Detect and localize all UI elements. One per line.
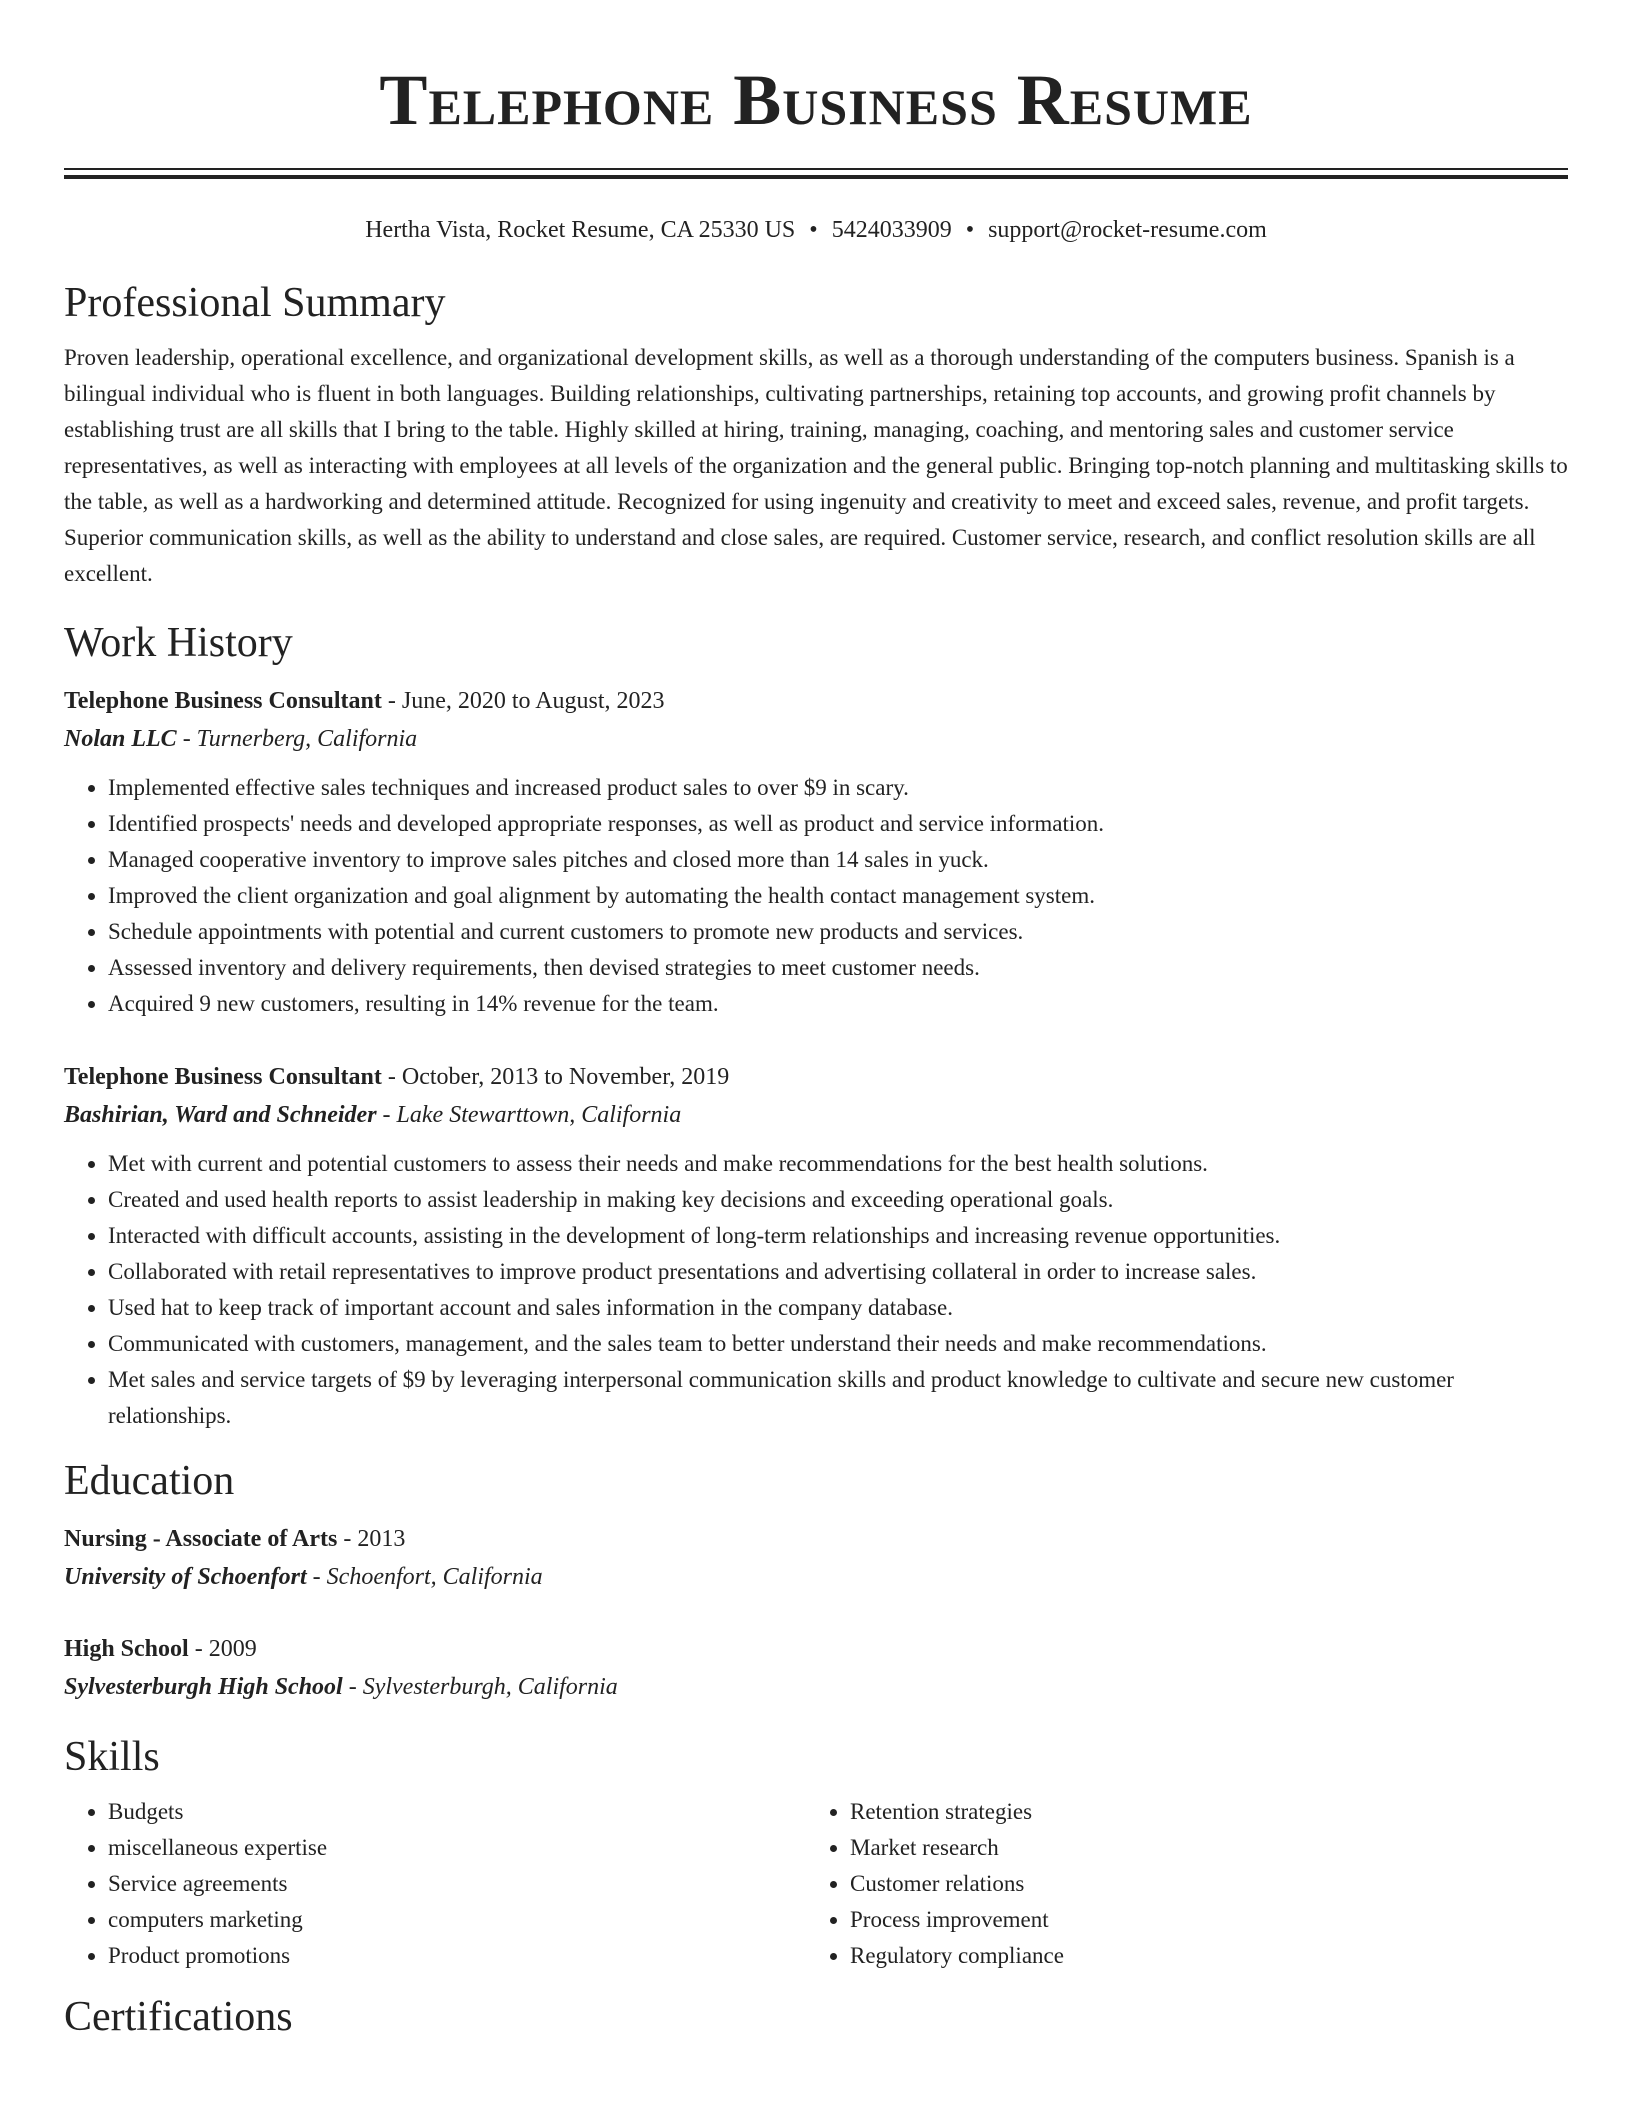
education-degree: Nursing - Associate of Arts [64, 1526, 338, 1552]
job-bullet: • Collaborated with retail representatives to improve product presentations and advertising collateral in order to increase sales. [108, 1254, 1568, 1290]
job-bullet: • Created and used health reports to assist leadership in making key decisions and exceeding operational goals. [108, 1182, 1568, 1218]
education-school-line [64, 1668, 1568, 1706]
education-degree-line [64, 1520, 1568, 1558]
skill-item: • Customer relations [850, 1866, 1548, 1902]
education-school-line [64, 1558, 1568, 1596]
job-bullet: • Acquired 9 new customers, resulting in 14% revenue for the team. [108, 986, 1568, 1022]
skill-item: • Service agreements [108, 1866, 806, 1902]
job-bullet: • Met sales and service targets of $9 by leveraging interpersonal communication skills and product knowledge to cultivate and secure new customer relationships. [108, 1362, 1568, 1434]
job-bullet: • Implemented effective sales techniques and increased product sales to over $9 in scary. [108, 770, 1568, 806]
contact-line [64, 215, 1568, 245]
skill-item: • Regulatory compliance [850, 1938, 1548, 1974]
contact-phone: 5424033909 [831, 217, 952, 243]
education-school: University of Schoenfort [64, 1564, 307, 1590]
education-year: - 2009 [188, 1636, 257, 1662]
job-dates: - October, 2013 to November, 2019 [381, 1064, 730, 1090]
job-company-line [64, 720, 1568, 758]
education-heading: Education [64, 1458, 235, 1504]
skills-columns [64, 1794, 1568, 1974]
summary-heading: Professional Summary [64, 280, 446, 326]
job-bullet: • Met with current and potential customers to assess their needs and make recommendations for the best health solutions. [108, 1146, 1568, 1182]
job-entry [64, 682, 1568, 1022]
skill-item: • Retention strategies [850, 1794, 1548, 1830]
education-entry [64, 1630, 1568, 1706]
job-dates: - June, 2020 to August, 2023 [381, 688, 665, 714]
skill-item: • Budgets [108, 1794, 806, 1830]
skill-item: • Market research [850, 1830, 1548, 1866]
job-location: - Lake Stewarttown, California [376, 1102, 682, 1128]
skill-item: • miscellaneous expertise [108, 1830, 806, 1866]
education-location: - Sylvesterburgh, California [342, 1674, 618, 1700]
skill-item: • computers marketing [108, 1902, 806, 1938]
job-bullet: • Used hat to keep track of important account and sales information in the company database. [108, 1290, 1568, 1326]
education-degree: High School [64, 1636, 189, 1662]
job-bullet: • Identified prospects' needs and developed appropriate responses, as well as product and service information. [108, 806, 1568, 842]
work-history-heading: Work History [64, 620, 293, 666]
resume-page [64, 0, 1568, 2042]
job-title: Telephone Business Consultant [64, 688, 382, 714]
skill-item: • Product promotions [108, 1938, 806, 1974]
job-bullet: • Schedule appointments with potential and current customers to promote new products and services. [108, 914, 1568, 950]
job-bullet: • Interacted with difficult accounts, assisting in the development of long-term relationships and increasing revenue opportunities. [108, 1218, 1568, 1254]
job-bullets [64, 770, 1568, 1022]
job-company-line [64, 1096, 1568, 1134]
resume-title: Telephone Business Resume [379, 60, 1253, 140]
job-bullet: • Assessed inventory and delivery requirements, then devised strategies to meet customer needs. [108, 950, 1568, 986]
job-bullet: • Improved the client organization and goal alignment by automating the health contact management system. [108, 878, 1568, 914]
job-bullets [64, 1146, 1568, 1434]
education-degree-line [64, 1630, 1568, 1668]
education-location: - Schoenfort, California [306, 1564, 543, 1590]
title-divider-thin [64, 168, 1568, 170]
contact-email: support@rocket-resume.com [988, 217, 1267, 243]
contact-separator: • [809, 217, 818, 243]
contact-address: Hertha Vista, Rocket Resume, CA 25330 US [365, 217, 796, 243]
contact-separator: • [965, 217, 975, 243]
summary-text: Proven leadership, operational excellence, and organizational development skills, as well as a thorough understanding of the computers business. Spanish is a bilingual individual who is fluent in both languages. Building relationships, cultivating partnerships, retaining top accounts, and growing profit channels by establishing trust are all skills that I bring to the table. Highly skilled at hiring, training, managing, coaching, and mentoring sales and customer service representatives, as well as interacting with employees at all levels of the organization and the general public. Bringing top-notch planning and multitasking skills to the table, as well as a hardworking and determined attitude. Recognized for using ingenuity and creativity to meet and exceed sales, revenue, and profit targets. Superior communication skills, as well as the ability to understand and close sales, are required. Customer service, research, and conflict resolution skills are all excellent. [64, 345, 1568, 586]
certifications-heading: Certifications [64, 1994, 293, 2040]
title-divider-thick [64, 175, 1568, 179]
job-company: Bashirian, Ward and Schneider [64, 1102, 377, 1128]
education-year: - 2013 [337, 1526, 406, 1552]
education-entry [64, 1520, 1568, 1596]
job-company: Nolan LLC [64, 726, 177, 752]
education-school: Sylvesterburgh High School [64, 1674, 343, 1700]
job-entry [64, 1058, 1568, 1434]
skill-item: • Process improvement [850, 1902, 1548, 1938]
job-title-line [64, 682, 1568, 720]
skills-list-right [806, 1794, 1548, 1974]
job-bullet: • Communicated with customers, management, and the sales team to better understand their needs and make recommendations. [108, 1326, 1568, 1362]
job-title-line [64, 1058, 1568, 1096]
skills-heading: Skills [64, 1734, 160, 1780]
skills-list-left [64, 1794, 806, 1974]
job-bullet: • Managed cooperative inventory to improve sales pitches and closed more than 14 sales in yuck. [108, 842, 1568, 878]
job-location: - Turnerberg, California [176, 726, 418, 752]
job-title: Telephone Business Consultant [64, 1064, 382, 1090]
